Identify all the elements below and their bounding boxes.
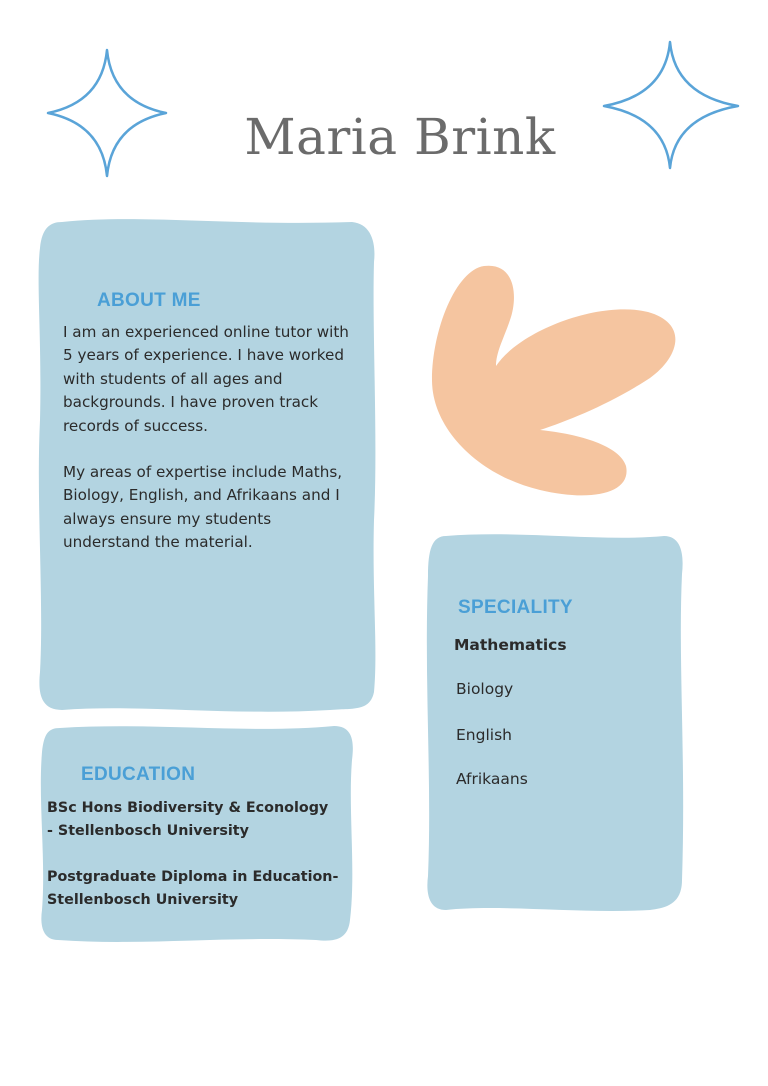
page-title: Maria Brink: [244, 108, 556, 166]
about-paragraph-2: My areas of expertise include Maths, Biology, English, and Afrikaans and I always ensure my students understand the material.: [63, 463, 343, 552]
speciality-item-biology: Biology: [456, 680, 514, 698]
speciality-heading: SPECIALITY: [458, 597, 573, 618]
peach-blob-decoration: [432, 266, 675, 496]
education-heading: EDUCATION: [81, 764, 196, 785]
speciality-item-mathematics: Mathematics: [454, 636, 567, 654]
speciality-item-afrikaans: Afrikaans: [456, 770, 528, 788]
about-paragraph-1: I am an experienced online tutor with 5 years of experience. I have worked with students of all ages and backgrounds. I have proven track records of success.: [63, 323, 349, 435]
education-item-2: Postgraduate Diploma in Education- Stellenbosch University: [47, 869, 339, 908]
education-item-1: BSc Hons Biodiversity & Econology - Stellenbosch University: [47, 800, 329, 839]
about-heading: ABOUT ME: [97, 290, 201, 311]
speciality-item-english: English: [456, 726, 512, 744]
speciality-panel: [427, 534, 683, 911]
